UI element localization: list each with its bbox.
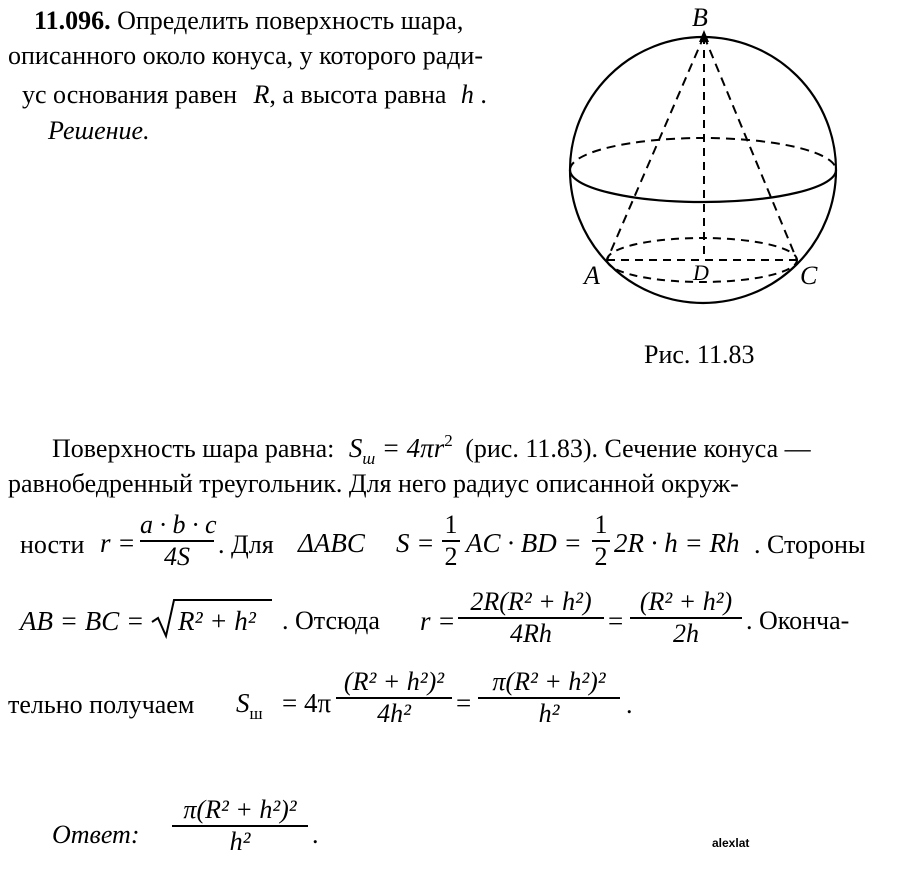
l4-eq: = [608, 606, 624, 636]
problem-number: 11.096. [34, 6, 111, 35]
answer-fraction [172, 796, 308, 856]
problem-text-1: Определить поверхность шара, [117, 6, 464, 35]
problem-text-3b: , а высота равна [269, 80, 447, 109]
l5-num1: (R² + h²)² [343, 667, 445, 696]
l5-fraction-1 [336, 668, 452, 728]
label-B: B [692, 3, 708, 32]
l4-ab-bc: AB = BC = [20, 606, 145, 636]
l5-fraction-2 [478, 668, 620, 728]
l3-text-b: . Для [218, 530, 274, 559]
l5-S-letter: S [236, 688, 250, 718]
figure-caption: Рис. 11.83 [644, 340, 755, 369]
problem-line-1 [34, 6, 463, 36]
base-back [607, 238, 797, 260]
l3-2rh: 2R · h = Rh [614, 528, 740, 558]
var-R: R [253, 80, 270, 109]
problem-line-2: описанного около конуса, у которого ради- [8, 41, 483, 70]
l1-text-a: Поверхность шара равна: [52, 434, 335, 463]
half-den: 2 [444, 542, 458, 571]
l3-half-2 [592, 511, 610, 571]
watermark: alexlat [712, 836, 750, 850]
label-C: C [800, 261, 818, 290]
l4-text-a: . Отсюда [282, 606, 380, 635]
l3-ac-bd: AC · BD = [466, 528, 582, 558]
l4-den2: 2h [673, 619, 699, 648]
figure-sphere-cone [560, 0, 850, 320]
half-num: 1 [594, 510, 608, 539]
l3-text-a: ности [20, 530, 85, 559]
answer-den: h² [229, 827, 251, 856]
label-A: A [584, 261, 600, 290]
l5-num2: π(R² + h²)² [492, 667, 606, 696]
l5-sub: ш [249, 704, 263, 723]
answer-end: . [312, 820, 319, 849]
l1-eq: = 4πr [381, 433, 445, 463]
l3-S: S = [396, 528, 435, 558]
l5-S [236, 688, 263, 724]
l1-exp: 2 [444, 431, 453, 450]
l1-sub: ш [362, 449, 376, 468]
problem-text-3a: ус основания равен [22, 80, 238, 109]
l4-sqrt-content: R² + h² [178, 606, 256, 636]
l5-end: . [626, 690, 633, 719]
l5-den1: 4h² [377, 699, 411, 728]
answer-label: Ответ: [52, 820, 140, 849]
solution-line-2: равнобедренный треугольник. Для него радиус описанной окруж- [8, 469, 739, 498]
l1-S: S [348, 433, 363, 463]
l5-text-a: тельно получаем [8, 690, 195, 719]
solution-line-1 [52, 426, 811, 474]
l3-triangle: ΔABC [298, 528, 365, 558]
l4-r: r = [420, 606, 456, 636]
problem-line-3 [22, 80, 487, 110]
l1-text-b: (рис. 11.83). Сечение конуса — [465, 434, 811, 463]
cone-edge-left [607, 36, 704, 260]
l3-r: r = [100, 528, 136, 558]
l5-den2: h² [538, 699, 560, 728]
half-num: 1 [444, 510, 458, 539]
l3-fraction [140, 510, 217, 571]
answer-num: π(R² + h²)² [183, 795, 297, 824]
solution-label: Решение. [48, 116, 150, 145]
l3-num: a · b · c [140, 510, 217, 539]
half-den: 2 [594, 542, 608, 571]
l5-eq1: = 4π [282, 688, 332, 718]
l3-text-c: . Стороны [754, 530, 866, 559]
l4-num1: 2R(R² + h²) [470, 587, 592, 616]
l5-eq2: = [456, 688, 472, 718]
cone-edge-right [704, 36, 797, 260]
l4-num2: (R² + h²) [639, 587, 733, 616]
l4-fraction-2 [630, 588, 742, 648]
l4-text-b: . Оконча- [746, 606, 850, 635]
l4-den1: 4Rh [510, 619, 552, 648]
l3-den: 4S [164, 542, 190, 571]
var-h: h [460, 80, 474, 109]
l3-half-1 [442, 511, 460, 571]
label-D: D [693, 260, 709, 285]
l4-fraction-1 [458, 588, 604, 648]
problem-text-3c: . [480, 80, 487, 109]
